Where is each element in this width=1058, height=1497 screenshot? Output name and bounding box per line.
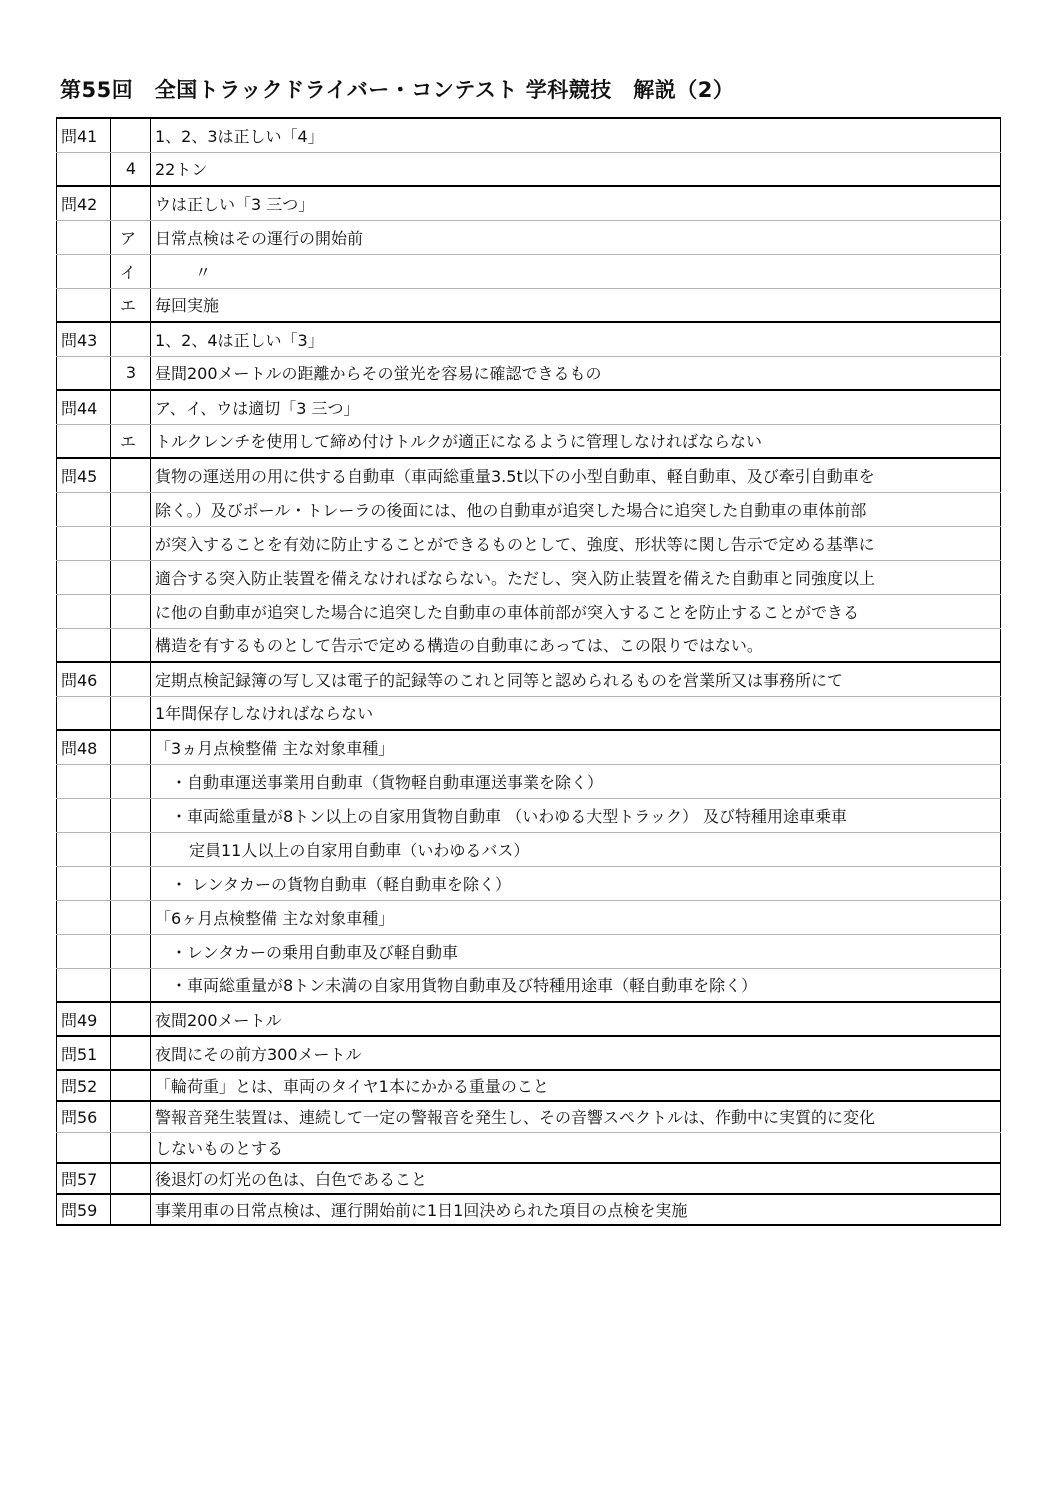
answer-text: ・ レンタカーの貨物自動車（軽自動車を除く） — [151, 866, 1001, 900]
answer-text: ・レンタカーの乗用自動車及び軽自動車 — [151, 934, 1001, 968]
answer-text: 日常点検はその運行の開始前 — [151, 220, 1001, 254]
question-number: 問46 — [57, 662, 111, 696]
sub-item — [111, 594, 151, 628]
answer-text: 構造を有するものとして告示で定める構造の自動車にあっては、この限りではない。 — [151, 628, 1001, 662]
sub-item — [111, 730, 151, 764]
answer-text: 1年間保存しなければならない — [151, 696, 1001, 730]
sub-item — [111, 696, 151, 730]
sub-item — [111, 1163, 151, 1194]
answer-text: 警報音発生装置は、連続して一定の警報音を発生し、その音響スペクトルは、作動中に実質的に変化 — [151, 1101, 1001, 1132]
answer-text: 貨物の運送用の用に供する自動車（車両総重量3.5t以下の小型自動車、軽自動車、及び牽引自動車を — [151, 458, 1001, 492]
table-row — [57, 1132, 1001, 1163]
sub-item: 3 — [111, 356, 151, 390]
table-row — [57, 492, 1001, 526]
sub-item — [111, 1194, 151, 1225]
answer-text: 夜間にその前方300メートル — [151, 1036, 1001, 1070]
answer-text: が突入することを有効に防止することができるものとして、強度、形状等に関し告示で定める基準に — [151, 526, 1001, 560]
table-row — [57, 832, 1001, 866]
sub-item — [111, 390, 151, 424]
question-number — [57, 832, 111, 866]
question-number — [57, 152, 111, 186]
sub-item — [111, 968, 151, 1002]
sub-item — [111, 798, 151, 832]
table-row — [57, 1163, 1001, 1194]
answer-text: 1、2、4は正しい「3」 — [151, 322, 1001, 356]
table-row — [57, 594, 1001, 628]
table-row — [57, 288, 1001, 322]
question-number — [57, 696, 111, 730]
sub-item: イ — [111, 254, 151, 288]
table-row — [57, 1101, 1001, 1132]
table-row — [57, 560, 1001, 594]
table-row — [57, 1194, 1001, 1225]
question-number: 問48 — [57, 730, 111, 764]
answer-text: 1、2、3は正しい「4」 — [151, 118, 1001, 152]
sub-item — [111, 900, 151, 934]
question-number — [57, 424, 111, 458]
answer-text: ・車両総重量が8トン以上の自家用貨物自動車 （いわゆる大型トラック） 及び特種用途車乗車 — [151, 798, 1001, 832]
sub-item — [111, 492, 151, 526]
answer-text: 定員11人以上の自家用自動車（いわゆるバス） — [151, 832, 1001, 866]
answer-text: 適合する突入防止装置を備えなければならない。ただし、突入防止装置を備えた自動車と同強度以上 — [151, 560, 1001, 594]
answer-text: に他の自動車が追突した場合に追突した自動車の車体前部が突入することを防止することができる — [151, 594, 1001, 628]
answer-table — [56, 117, 1001, 1226]
table-row — [57, 730, 1001, 764]
answer-text: ・車両総重量が8トン未満の自家用貨物自動車及び特種用途車（軽自動車を除く） — [151, 968, 1001, 1002]
answer-text: 昼間200メートルの距離からその蛍光を容易に確認できるもの — [151, 356, 1001, 390]
table-row — [57, 628, 1001, 662]
answer-text: ア、イ、ウは適切「3 三つ」 — [151, 390, 1001, 424]
question-number — [57, 764, 111, 798]
question-number — [57, 560, 111, 594]
sub-item — [111, 118, 151, 152]
answer-text: 「6ヶ月点検整備 主な対象車種」 — [151, 900, 1001, 934]
table-row — [57, 662, 1001, 696]
table-row — [57, 152, 1001, 186]
answer-text: 「3ヵ月点検整備 主な対象車種」 — [151, 730, 1001, 764]
sub-item — [111, 322, 151, 356]
table-row — [57, 186, 1001, 220]
table-row — [57, 934, 1001, 968]
question-number — [57, 798, 111, 832]
question-number: 問45 — [57, 458, 111, 492]
table-row — [57, 390, 1001, 424]
answer-text: 夜間200メートル — [151, 1002, 1001, 1036]
answer-text: 「輪荷重」とは、車両のタイヤ1本にかかる重量のこと — [151, 1070, 1001, 1101]
sub-item — [111, 458, 151, 492]
sub-item: エ — [111, 424, 151, 458]
question-number — [57, 492, 111, 526]
question-number — [57, 934, 111, 968]
question-number — [57, 220, 111, 254]
sub-item — [111, 866, 151, 900]
question-number: 問44 — [57, 390, 111, 424]
sub-item — [111, 764, 151, 798]
sub-item — [111, 1070, 151, 1101]
question-number: 問51 — [57, 1036, 111, 1070]
answer-text: 定期点検記録簿の写し又は電子的記録等のこれと同等と認められるものを営業所又は事務所にて — [151, 662, 1001, 696]
table-row — [57, 764, 1001, 798]
answer-text: 〃 — [151, 254, 1001, 288]
table-row — [57, 696, 1001, 730]
sub-item — [111, 560, 151, 594]
table-row — [57, 968, 1001, 1002]
sub-item — [111, 662, 151, 696]
question-number — [57, 900, 111, 934]
question-number: 問49 — [57, 1002, 111, 1036]
answer-text: ウは正しい「3 三つ」 — [151, 186, 1001, 220]
answer-text: 22トン — [151, 152, 1001, 186]
answer-text: 後退灯の灯光の色は、白色であること — [151, 1163, 1001, 1194]
table-row — [57, 798, 1001, 832]
answer-text: 除く。）及びポール・トレーラの後面には、他の自動車が追突した場合に追突した自動車の車体前部 — [151, 492, 1001, 526]
question-number — [57, 1132, 111, 1163]
question-number — [57, 866, 111, 900]
table-row — [57, 866, 1001, 900]
question-number: 問43 — [57, 322, 111, 356]
question-number — [57, 594, 111, 628]
sub-item — [111, 628, 151, 662]
table-row — [57, 356, 1001, 390]
sub-item — [111, 1036, 151, 1070]
question-number: 問59 — [57, 1194, 111, 1225]
question-number: 問52 — [57, 1070, 111, 1101]
table-row — [57, 458, 1001, 492]
table-row — [57, 118, 1001, 152]
table-row — [57, 900, 1001, 934]
table-row — [57, 1070, 1001, 1101]
question-number — [57, 526, 111, 560]
sub-item — [111, 1101, 151, 1132]
sub-item — [111, 1002, 151, 1036]
answer-text: 毎回実施 — [151, 288, 1001, 322]
table-row — [57, 1036, 1001, 1070]
sub-item: エ — [111, 288, 151, 322]
answer-text: 事業用車の日常点検は、運行開始前に1日1回決められた項目の点検を実施 — [151, 1194, 1001, 1225]
question-number: 問57 — [57, 1163, 111, 1194]
answer-text: ・自動車運送事業用自動車（貨物軽自動車運送事業を除く） — [151, 764, 1001, 798]
answer-text: しないものとする — [151, 1132, 1001, 1163]
sub-item — [111, 934, 151, 968]
sub-item — [111, 526, 151, 560]
question-number: 問42 — [57, 186, 111, 220]
question-number: 問56 — [57, 1101, 111, 1132]
question-number — [57, 254, 111, 288]
page-title: 第55回 全国トラックドライバー・コンテスト 学科競技 解説（2） — [60, 78, 735, 102]
table-row — [57, 526, 1001, 560]
question-number: 問41 — [57, 118, 111, 152]
table-row — [57, 322, 1001, 356]
question-number — [57, 968, 111, 1002]
answer-text: トルクレンチを使用して締め付けトルクが適正になるように管理しなければならない — [151, 424, 1001, 458]
sub-item — [111, 832, 151, 866]
question-number — [57, 288, 111, 322]
question-number — [57, 356, 111, 390]
question-number — [57, 628, 111, 662]
sub-item: 4 — [111, 152, 151, 186]
table-row — [57, 424, 1001, 458]
table-row — [57, 220, 1001, 254]
sub-item: ア — [111, 220, 151, 254]
sub-item — [111, 186, 151, 220]
table-row — [57, 254, 1001, 288]
table-row — [57, 1002, 1001, 1036]
sub-item — [111, 1132, 151, 1163]
